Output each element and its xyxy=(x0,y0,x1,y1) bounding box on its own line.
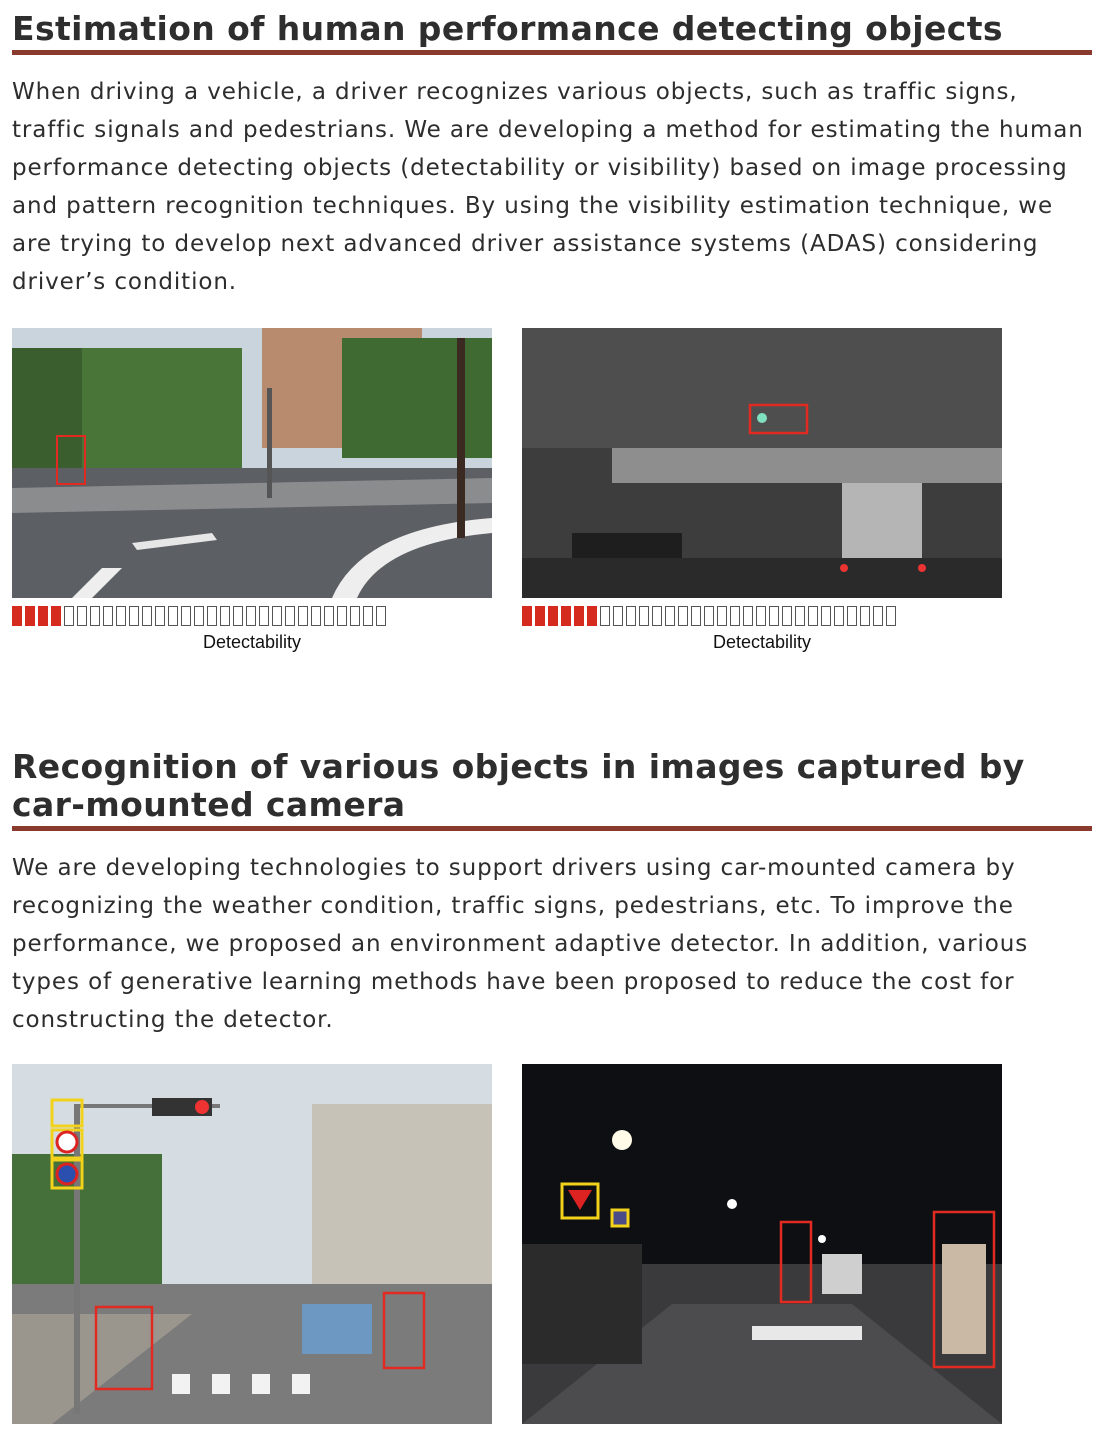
street-detection-night-photo xyxy=(522,1064,1002,1424)
section-recognition xyxy=(12,748,1092,1039)
meter-cell-empty xyxy=(613,606,623,626)
meter-cell-empty xyxy=(207,606,217,626)
meter-cell-empty xyxy=(298,606,308,626)
meter-cell-empty xyxy=(704,606,714,626)
meter-cell-empty xyxy=(860,606,870,626)
meter-cell-empty xyxy=(233,606,243,626)
section-paragraph: We are developing technologies to support drivers using car-mounted camera by recognizing the weather condition, traffic signs, pedestrians, etc. To improve the performance, we proposed an environment adaptive detector. In addition, various types of generative learning methods have been proposed to reduce the cost for constructing the detector. xyxy=(12,855,1029,1033)
meter-cell-empty xyxy=(743,606,753,626)
title-underline xyxy=(12,826,1092,831)
meter-cell-empty xyxy=(652,606,662,626)
meter-cell-empty xyxy=(181,606,191,626)
meter-cell-empty xyxy=(886,606,896,626)
meter-cell-empty xyxy=(259,606,269,626)
street-detection-day-photo xyxy=(12,1064,492,1424)
meter-cell-empty xyxy=(691,606,701,626)
meter-cell-empty xyxy=(324,606,334,626)
meter-cell-empty xyxy=(194,606,204,626)
meter-cell-empty xyxy=(350,606,360,626)
meter-cell-filled xyxy=(51,606,61,626)
meter-cell-empty xyxy=(311,606,321,626)
meter-cell-empty xyxy=(847,606,857,626)
meter-cell-empty xyxy=(756,606,766,626)
meter-cell-empty xyxy=(129,606,139,626)
meter-cell-empty xyxy=(103,606,113,626)
detectability-meter-1 xyxy=(12,606,386,626)
meter-cell-filled xyxy=(25,606,35,626)
meter-cell-empty xyxy=(90,606,100,626)
meter-cell-empty xyxy=(600,606,610,626)
meter-cell-filled xyxy=(535,606,545,626)
section-title: Estimation of human performance detecting objects xyxy=(12,9,1003,48)
figure-caption-1: Detectability xyxy=(202,632,302,652)
meter-cell-empty xyxy=(626,606,636,626)
meter-cell-filled xyxy=(522,606,532,626)
meter-cell-empty xyxy=(639,606,649,626)
section-title: Recognition of various objects in images captured by car-mounted camera xyxy=(12,747,1025,824)
section-visibility xyxy=(12,10,1092,301)
meter-cell-empty xyxy=(730,606,740,626)
meter-cell-empty xyxy=(285,606,295,626)
meter-cell-empty xyxy=(142,606,152,626)
meter-cell-empty xyxy=(834,606,844,626)
meter-cell-empty xyxy=(795,606,805,626)
meter-cell-empty xyxy=(155,606,165,626)
street-day-photo xyxy=(12,328,492,598)
meter-cell-empty xyxy=(678,606,688,626)
meter-cell-empty xyxy=(116,606,126,626)
meter-cell-empty xyxy=(168,606,178,626)
meter-cell-filled xyxy=(561,606,571,626)
meter-cell-empty xyxy=(782,606,792,626)
meter-cell-empty xyxy=(665,606,675,626)
meter-cell-empty xyxy=(64,606,74,626)
meter-cell-empty xyxy=(246,606,256,626)
meter-cell-empty xyxy=(363,606,373,626)
meter-cell-empty xyxy=(272,606,282,626)
meter-cell-empty xyxy=(337,606,347,626)
rainy-windshield-photo xyxy=(522,328,1002,598)
meter-cell-empty xyxy=(873,606,883,626)
meter-cell-empty xyxy=(769,606,779,626)
meter-cell-filled xyxy=(38,606,48,626)
title-underline xyxy=(12,50,1092,55)
meter-cell-filled xyxy=(12,606,22,626)
figure-caption-2: Detectability xyxy=(712,632,812,652)
meter-cell-empty xyxy=(717,606,727,626)
meter-cell-filled xyxy=(587,606,597,626)
meter-cell-filled xyxy=(574,606,584,626)
section-paragraph: When driving a vehicle, a driver recognizes various objects, such as traffic signs, traffic signals and pedestrians. We are developing a method for estimating the human performance detecting objects (detectability or visibility) based on image processing and pattern recognition techniques. By using the visibility estimation technique, we are trying to develop next advanced driver assistance systems (ADAS) considering driver’s condition. xyxy=(12,79,1084,295)
meter-cell-filled xyxy=(548,606,558,626)
meter-cell-empty xyxy=(821,606,831,626)
meter-cell-empty xyxy=(808,606,818,626)
meter-cell-empty xyxy=(77,606,87,626)
meter-cell-empty xyxy=(220,606,230,626)
detectability-meter-2 xyxy=(522,606,896,626)
meter-cell-empty xyxy=(376,606,386,626)
